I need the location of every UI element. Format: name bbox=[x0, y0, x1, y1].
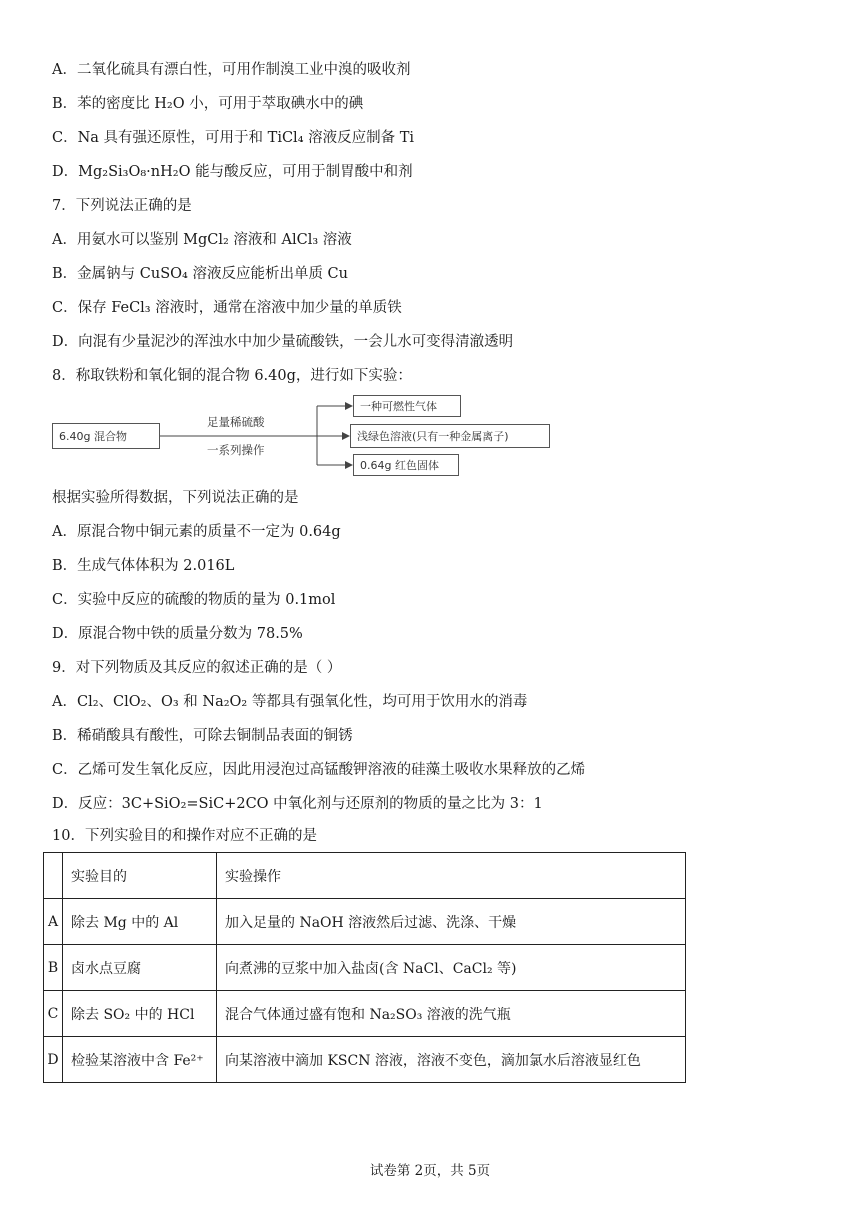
page-footer: 试卷第 2页，共 5页 bbox=[369, 1163, 491, 1179]
table-row bbox=[44, 991, 686, 1037]
q7-option-c: C．保存 FeCl₃ 溶液时，通常在溶液中加少量的单质铁 bbox=[52, 300, 402, 316]
table-row bbox=[44, 1037, 686, 1083]
q6-option-c: C．Na 具有强还原性，可用于和 TiCl₄ 溶液反应制备 Ti bbox=[52, 130, 415, 146]
flow-output-gas: 一种可燃性气体 bbox=[353, 395, 461, 417]
flow-label-top: 足量稀硫酸 bbox=[207, 415, 265, 429]
q8-option-c: C．实验中反应的硫酸的物质的量为 0.1mol bbox=[52, 592, 336, 608]
q10-table bbox=[43, 852, 686, 1083]
row-letter: A bbox=[44, 899, 63, 945]
q7-stem: 7．下列说法正确的是 bbox=[52, 198, 192, 214]
q8-flow-diagram bbox=[52, 393, 572, 479]
flow-output-solid: 0.64g 红色固体 bbox=[353, 454, 459, 476]
q7-option-b: B．金属钠与 CuSO₄ 溶液反应能析出单质 Cu bbox=[52, 266, 348, 282]
q6-option-d: D．Mg₂Si₃O₈·nH₂O 能与酸反应，可用于制胃酸中和剂 bbox=[52, 164, 413, 180]
table-row bbox=[44, 945, 686, 991]
row-operation: 混合气体通过盛有饱和 Na₂SO₃ 溶液的洗气瓶 bbox=[217, 991, 686, 1037]
q9-option-d: D．反应：3C+SiO₂=SiC+2CO 中氧化剂与还原剂的物质的量之比为 3：1 bbox=[52, 796, 543, 812]
q9-option-c: C．乙烯可发生氧化反应，因此用浸泡过高锰酸钾溶液的硅藻土吸收水果释放的乙烯 bbox=[52, 762, 586, 778]
row-purpose: 卤水点豆腐 bbox=[63, 945, 217, 991]
row-purpose: 除去 Mg 中的 Al bbox=[63, 899, 217, 945]
q7-option-d: D．向混有少量泥沙的浑浊水中加少量硫酸铁，一会儿水可变得清澈透明 bbox=[52, 334, 514, 350]
q8-lead: 根据实验所得数据，下列说法正确的是 bbox=[52, 490, 299, 506]
row-operation: 加入足量的 NaOH 溶液然后过滤、洗涤、干燥 bbox=[217, 899, 686, 945]
row-operation: 向煮沸的豆浆中加入盐卤(含 NaCl、CaCl₂ 等) bbox=[217, 945, 686, 991]
q7-option-a: A．用氨水可以鉴别 MgCl₂ 溶液和 AlCl₃ 溶液 bbox=[52, 232, 352, 248]
table-header-operation: 实验操作 bbox=[217, 853, 686, 899]
q9-option-a: A．Cl₂、ClO₂、O₃ 和 Na₂O₂ 等都具有强氧化性，均可用于饮用水的消毒 bbox=[52, 694, 528, 710]
flow-start-box: 6.40g 混合物 bbox=[52, 423, 160, 449]
table-header-row bbox=[44, 853, 686, 899]
q8-stem: 8．称取铁粉和氧化铜的混合物 6.40g，进行如下实验： bbox=[52, 368, 412, 384]
q8-option-d: D．原混合物中铁的质量分数为 78.5% bbox=[52, 626, 303, 642]
row-purpose: 除去 SO₂ 中的 HCl bbox=[63, 991, 217, 1037]
flow-output-solution: 浅绿色溶液(只有一种金属离子) bbox=[350, 424, 550, 448]
table-header-purpose: 实验目的 bbox=[63, 853, 217, 899]
q6-option-a: A．二氧化硫具有漂白性，可用作制溴工业中溴的吸收剂 bbox=[52, 62, 411, 78]
row-operation: 向某溶液中滴加 KSCN 溶液，溶液不变色，滴加氯水后溶液显红色 bbox=[217, 1037, 686, 1083]
flow-label-bottom: 一系列操作 bbox=[207, 443, 265, 457]
q8-option-b: B．生成气体体积为 2.016L bbox=[52, 558, 235, 574]
table-header-blank bbox=[44, 853, 63, 899]
q9-option-b: B．稀硝酸具有酸性，可除去铜制品表面的铜锈 bbox=[52, 728, 353, 744]
row-letter: B bbox=[44, 945, 63, 991]
q9-stem: 9．对下列物质及其反应的叙述正确的是（ ） bbox=[52, 660, 342, 676]
q8-option-a: A．原混合物中铜元素的质量不一定为 0.64g bbox=[52, 524, 341, 540]
q6-option-b: B．苯的密度比 H₂O 小，可用于萃取碘水中的碘 bbox=[52, 96, 364, 112]
row-purpose: 检验某溶液中含 Fe²⁺ bbox=[63, 1037, 217, 1083]
q10-stem: 10．下列实验目的和操作对应不正确的是 bbox=[52, 828, 317, 844]
table-row bbox=[44, 899, 686, 945]
row-letter: C bbox=[44, 991, 63, 1037]
row-letter: D bbox=[44, 1037, 63, 1083]
